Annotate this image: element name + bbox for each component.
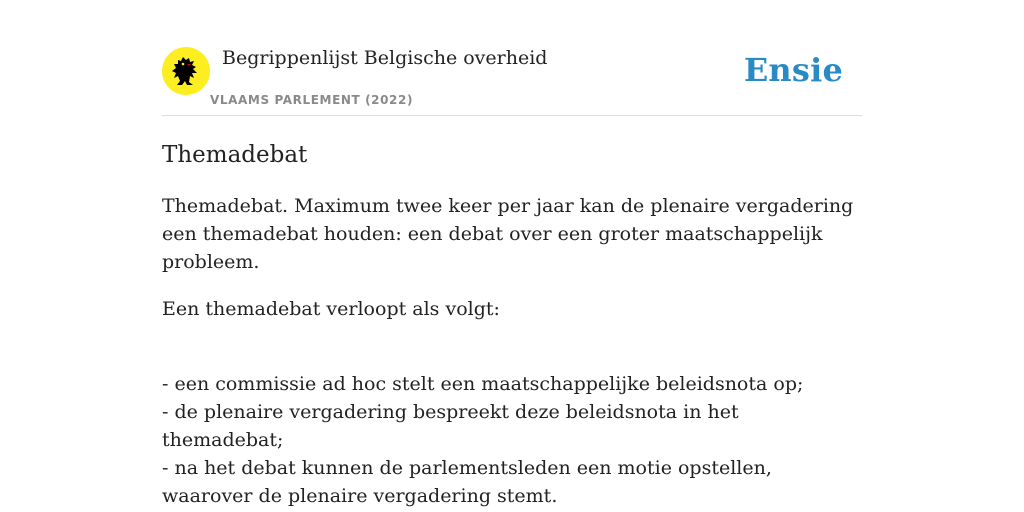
entry-card bbox=[162, 40, 862, 510]
definition-list-item: - een commissie ad hoc stelt een maatschappelijke beleidsnota op; bbox=[162, 373, 804, 395]
definition-paragraph: Een themadebat verloopt als volgt: bbox=[162, 298, 500, 320]
source-subtitle: VLAAMS PARLEMENT (2022) bbox=[210, 93, 414, 107]
term-heading: Themadebat bbox=[162, 142, 308, 168]
definition-list-item: - na het debat kunnen de parlementsleden een motie opstellen, waarover de plenaire vergadering stemt. bbox=[162, 457, 772, 507]
brand-logo[interactable]: Ensie bbox=[743, 51, 843, 89]
entry-header bbox=[162, 40, 862, 116]
source-title[interactable]: Begrippenlijst Belgische overheid bbox=[222, 47, 548, 69]
definition-body bbox=[162, 192, 862, 510]
flemish-lion-icon[interactable] bbox=[162, 47, 210, 95]
definition-list-item: - de plenaire vergadering bespreekt deze beleidsnota in het themadebat; bbox=[162, 401, 739, 451]
definition-paragraph: Themadebat. Maximum twee keer per jaar kan de plenaire vergadering een themadebat houden: een debat over een groter maatschappelijk probleem. bbox=[162, 195, 854, 273]
